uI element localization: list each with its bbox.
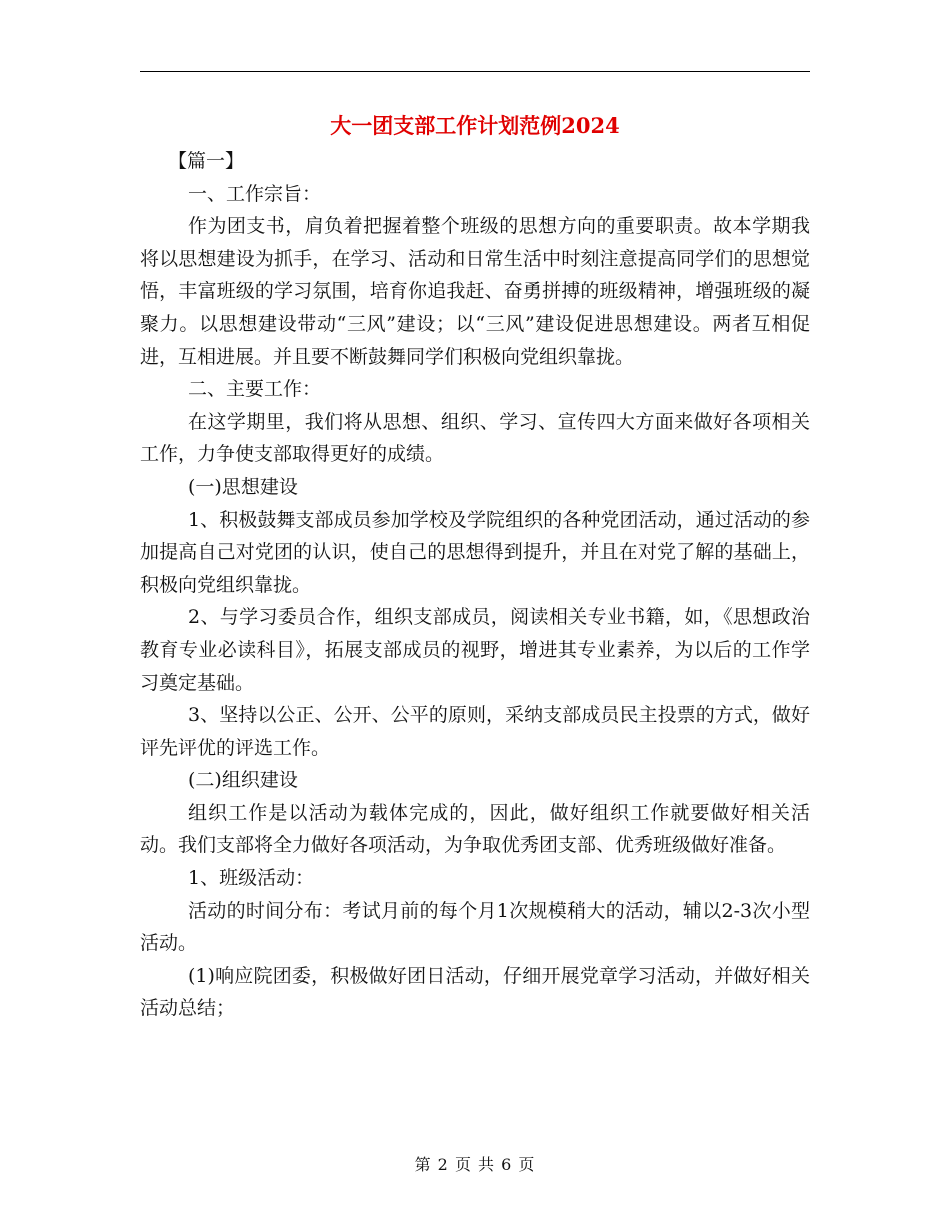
list-item: (1)响应院团委，积极做好团日活动，仔细开展党章学习活动，并做好相关活动总结； [140, 964, 810, 1020]
subheading-organization: (二)组织建设 [188, 769, 298, 792]
list-item: 1、积极鼓舞支部成员参加学校及学院组织的各种党团活动，通过活动的参加提高自己对党团的认识，使自己的思想得到提升，并且在对党了解的基础上，积极向党组织靠拢。 [140, 508, 810, 596]
list-heading-class-activities: 1、班级活动： [188, 867, 315, 890]
page-number: 第 2 页 共 6 页 [414, 1155, 536, 1174]
subheading-ideology: (一)思想建设 [188, 475, 298, 498]
paragraph: 作为团支书，肩负着把握着整个班级的思想方向的重要职责。故本学期我将以思想建设为抓手，在学习、活动和日常生活中时刻注意提高同学们的思想觉悟，丰富班级的学习氛围，培育你追我赶、奋勇拼搏的班级精神，增强班级的凝聚力。以思想建设带动“三风”建设；以“三风”建设促进思想建设。两者互相促进，互相进展。并且要不断鼓舞同学们积极向党组织靠拢。 [140, 215, 810, 368]
paragraph: 组织工作是以活动为载体完成的，因此，做好组织工作就要做好相关活动。我们支部将全力做好各项活动，为争取优秀团支部、优秀班级做好准备。 [140, 801, 810, 857]
section-heading: 【篇一】 [168, 150, 245, 172]
list-item: 3、坚持以公正、公开、公平的原则，采纳支部成员民主投票的方式，做好评先评优的评选工作。 [140, 704, 810, 759]
paragraph: 在这学期里，我们将从思想、组织、学习、宣传四大方面来做好各项相关工作，力争使支部取得更好的成绩。 [140, 410, 810, 466]
list-item: 2、与学习委员合作，组织支部成员，阅读相关专业书籍，如，《思想政治教育专业必读科目》，拓展支部成员的视野，增进其专业素养，为以后的工作学习奠定基础。 [140, 606, 810, 694]
paragraph: 活动的时间分布：考试月前的每个月1次规模稍大的活动，辅以2-3次小型活动。 [140, 899, 810, 955]
document-title: 大一团支部工作计划范例2024 [330, 113, 620, 138]
document-body [140, 145, 810, 1025]
header-rule [140, 71, 810, 72]
heading-work-purpose: 一、工作宗旨： [188, 182, 322, 205]
heading-main-work: 二、主要工作： [188, 378, 322, 401]
